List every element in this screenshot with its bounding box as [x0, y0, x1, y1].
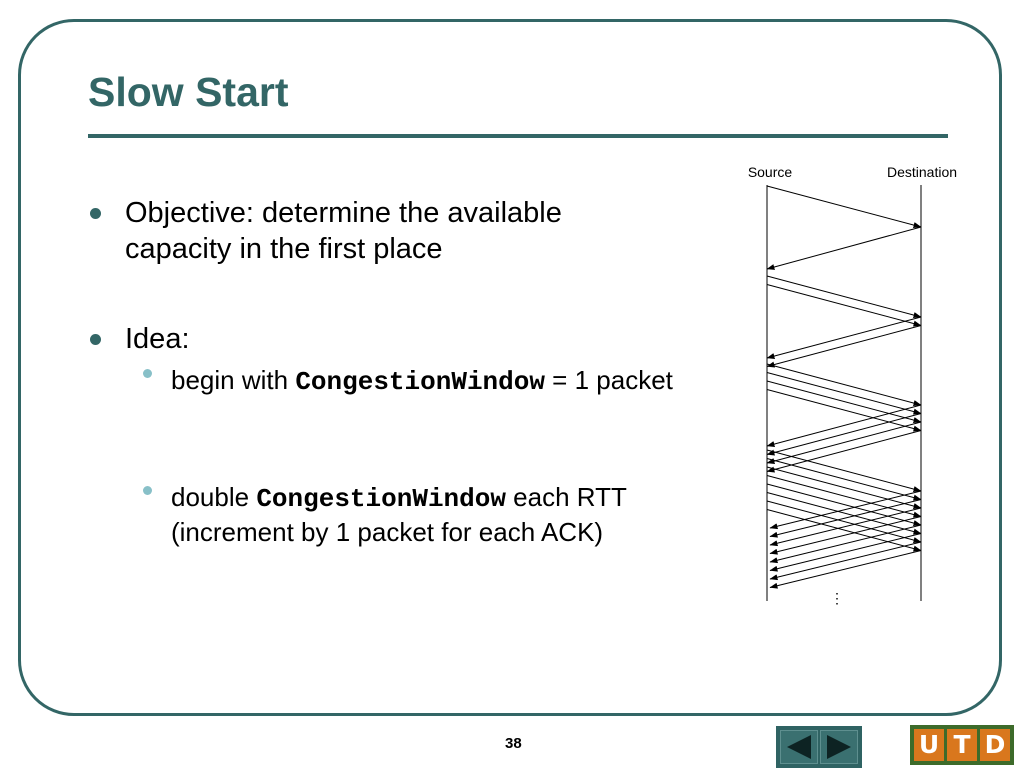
packet-arrows	[767, 186, 921, 588]
data-packet-arrow	[767, 285, 921, 326]
data-packet-arrow	[767, 381, 921, 422]
logo-letter: T	[947, 729, 977, 761]
bullet-objective: Objective: determine the available capacity in the first place	[125, 197, 562, 265]
sub-bullet-text: double	[171, 482, 257, 512]
ack-arrow	[767, 422, 921, 463]
bullet-marker	[90, 334, 101, 345]
continuation-ellipsis: ⋮	[830, 590, 844, 606]
utd-logo	[910, 725, 1014, 765]
next-slide-button[interactable]	[820, 730, 858, 764]
data-packet-arrow	[767, 459, 921, 500]
bullet-idea: Idea:	[125, 323, 190, 355]
previous-slide-button[interactable]	[780, 730, 818, 764]
slide-title: Slow Start	[88, 69, 289, 115]
sub-bullet-text: each RTT (increment by 1 packet for each ACK)	[171, 482, 627, 547]
data-packet-arrow	[767, 364, 921, 405]
data-packet-arrow	[767, 450, 921, 491]
data-packet-arrow	[767, 186, 921, 227]
data-packet-arrow	[767, 373, 921, 414]
ack-arrow	[767, 326, 921, 367]
ack-arrow	[767, 227, 921, 269]
sub-bullet-marker	[143, 369, 152, 378]
left-arrow-icon	[781, 731, 817, 763]
ack-arrow	[767, 431, 921, 472]
sub-bullet-text: begin with	[171, 365, 296, 395]
sub-bullet-marker	[143, 486, 152, 495]
destination-label: Destination	[886, 164, 958, 180]
right-arrow-icon	[821, 731, 857, 763]
data-packet-arrow	[767, 276, 921, 317]
ack-arrow	[767, 405, 921, 446]
logo-letter: U	[914, 729, 944, 761]
slow-start-timing-diagram	[730, 158, 980, 608]
slide-navigation	[776, 726, 862, 768]
data-packet-arrow	[767, 390, 921, 431]
source-label: Source	[747, 164, 793, 180]
code-congestion-window: CongestionWindow	[295, 367, 545, 397]
title-underline	[88, 134, 948, 138]
ack-arrow	[767, 414, 921, 455]
sub-bullet-double	[171, 481, 701, 549]
sub-bullet-begin	[171, 364, 701, 399]
code-congestion-window: CongestionWindow	[256, 484, 506, 514]
logo-letter: D	[980, 729, 1010, 761]
ack-arrow	[767, 317, 921, 358]
page-number: 38	[505, 735, 522, 752]
sub-bullet-text: = 1 packet	[544, 365, 673, 395]
data-packet-arrow	[767, 467, 921, 508]
bullet-marker	[90, 208, 101, 219]
